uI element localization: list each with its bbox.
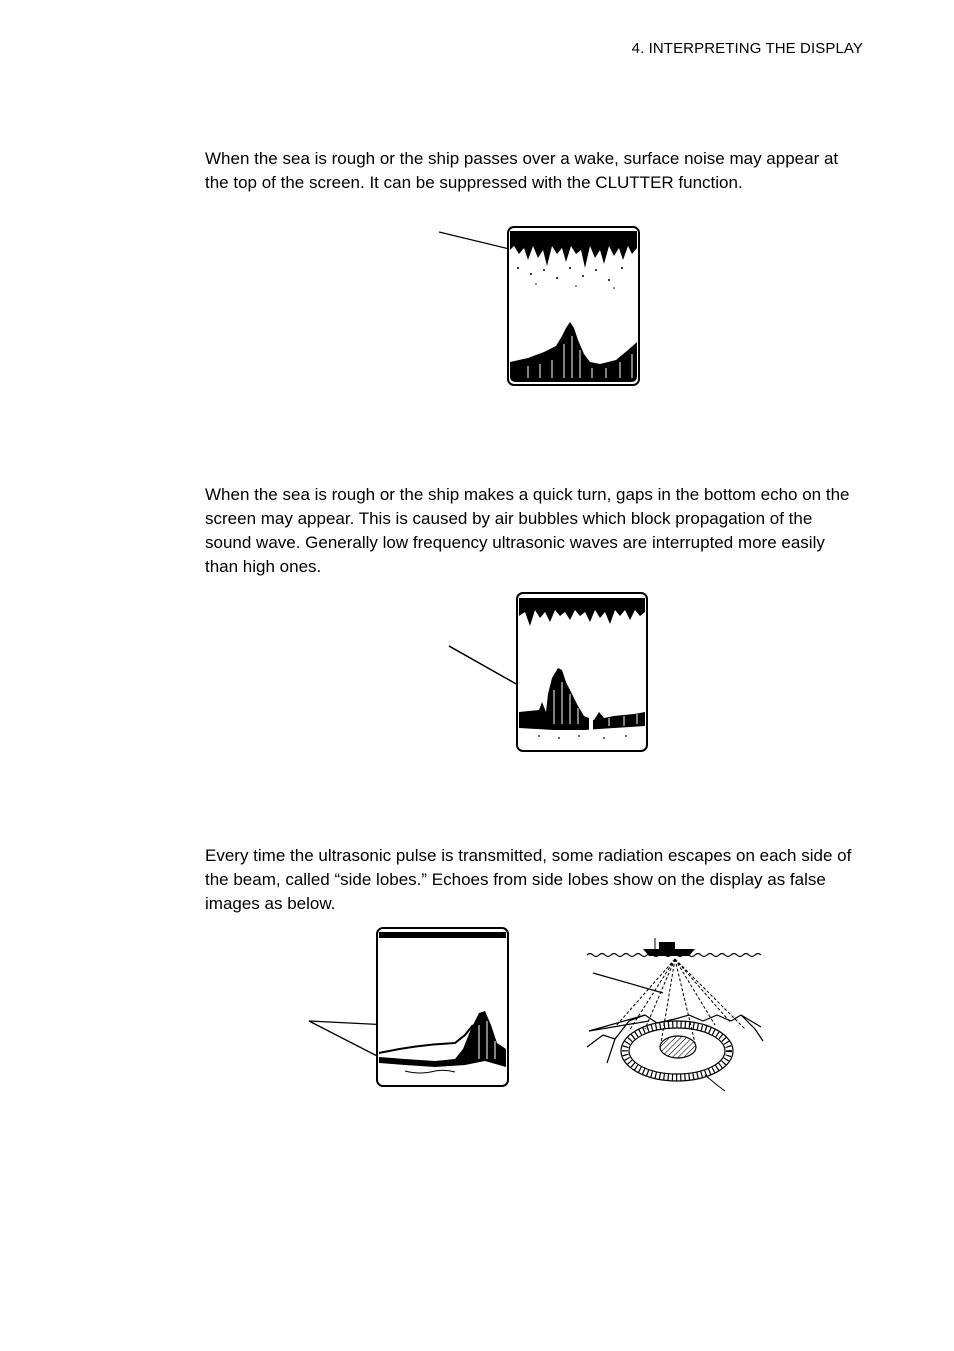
callout-line-lower [309,1021,383,1059]
figure-air-bubbles [444,590,654,755]
main-beam [661,959,695,1043]
figure-side-lobe-diagram [585,935,770,1095]
callout-line-top [593,973,663,993]
paragraph-air-bubbles: When the sea is rough or the ship makes a quick turn, gaps in the bottom echo on the screen may appear. This is caused by air bubbles which block propagation of the sound wave. Generally low frequency ultrasonic waves are interrupted more easily than high ones. [205,485,850,576]
surface-line [510,231,637,237]
main-beam-footprint [660,1036,696,1058]
seabed-crack [705,1075,725,1091]
surface-line [379,932,506,938]
surface-line [519,598,645,604]
side-lobe-beams [615,959,745,1031]
paragraph-surface-noise: When the sea is rough or the ship passes over a wake, surface noise may appear at the top of the screen. It can be suppressed with the CLUTTER function. [205,149,839,192]
page-header: 4. INTERPRETING THE DISPLAY [631,40,863,57]
figure-side-lobe-echo [305,925,515,1095]
paragraph-side-lobes: Every time the ultrasonic pulse is transmitted, some radiation escapes on each side of the beam, called “side lobes.” Echoes from side lobes show on the display as false images as below. [205,846,852,913]
ship-cabin [659,942,675,949]
bubble-gap [589,710,593,732]
ship-icon [643,949,695,956]
figure-surface-noise [436,224,646,389]
